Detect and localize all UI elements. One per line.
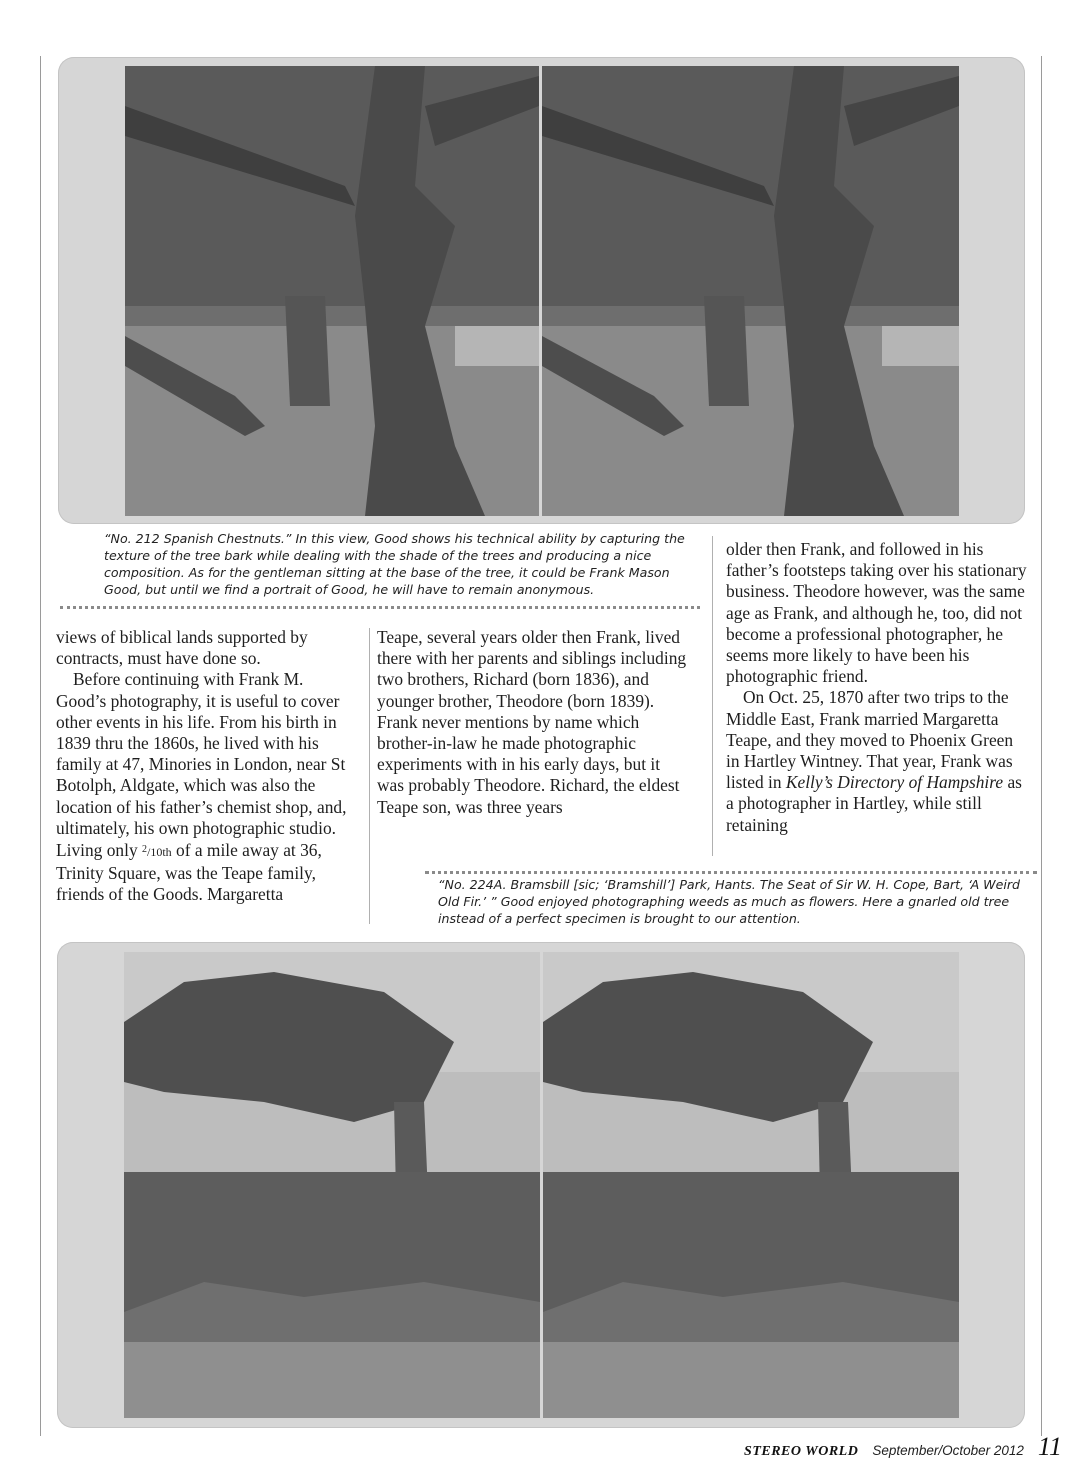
caption-weird-old-fir: “No. 224A. Bramsbill [sic; ‘Bramshill’] Park, Hants. The Seat of Sir W. H. Cope, Bart, ‘A Weird Old Fir.’ ” Good enjoyed photographing weeds as much as flowers. Here a gnarled old tree instead of a perfect specimen is brought to our attention. [438,877,1021,926]
right-margin-rule [1041,56,1042,1436]
caption-divider-dots [60,606,700,609]
text-run: of a mile away at 36, Trinity Square, was the Teape family, friends of the Goods. Margaretta [56,840,322,905]
publication-title: Kelly’s Directory of Hampshire [785,772,1004,793]
left-margin-rule [40,56,41,1436]
stereo-photo-right-chestnut [542,66,959,516]
stereo-photo-left-chestnut [125,66,539,516]
paragraph: older then Frank, and followed in his father’s footsteps taking over his stationary business. Theodore however, was the same age as Frank, and although he, too, did not become a professional photographer, he seems more likely to have been his photographic friend. [726,539,1027,687]
text-run: On Oct. 25, 1870 after two trips to the Middle East, Frank married Margaretta Teape, and they moved to Phoenix Green in Hartley Wintney. That year, Frank was listed in [726,687,1014,793]
stereoview-card-weird-old-fir [57,942,1025,1428]
column-divider-2 [712,536,713,856]
issue-date: September/October 2012 [872,1443,1024,1458]
article-column-2 [377,627,689,818]
page-footer [744,1432,1062,1472]
fraction-denominator: /10th [147,845,172,860]
page-number: 11 [1037,1432,1062,1461]
stereo-photo-left-fir [124,952,540,1418]
article-column-1 [56,627,356,906]
text-run: Before continuing with Frank M. Good’s photography, it is useful to cover other events in his life. From his birth in 1839 thru the 1860s, he lived with his family at 47, Minories in London, near St Botolph, Aldgate, which was also the location of his father’s chemist shop, and, ultimately, his own photographic studio. Living only [56,669,347,861]
paragraph [56,669,356,905]
column-divider-1 [369,628,370,924]
paragraph: Teape, several years older then Frank, lived there with her parents and siblings including two brothers, Richard (born 1836), and younger brother, Theodore (born 1839). Frank never mentions by name which brother-in-law he made photographic experiments with in his early days, but it was probably Theodore. Richard, the eldest Teape son, was three years [377,627,687,817]
text-run: as a photographer in Hartley, while still retaining [726,772,1022,835]
magazine-name: STEREO WORLD [744,1444,859,1459]
fraction-two-tenths [142,845,172,859]
stereoview-card-spanish-chestnuts [58,57,1025,524]
paragraph [726,687,1028,835]
caption-divider-dots [425,871,1037,874]
article-column-3 [726,539,1028,836]
stereo-photo-right-fir [543,952,959,1418]
caption-spanish-chestnuts: “No. 212 Spanish Chestnuts.” In this view, Good shows his technical ability by capturing the texture of the tree bark while dealing with the shade of the trees and producing a nice composition. As for the gentleman sitting at the base of the tree, it could be Frank Mason Good, but until we find a portrait of Good, he will have to remain anonymous. [104,531,685,597]
fraction-numerator: 2 [142,844,147,856]
paragraph: views of biblical lands supported by contracts, must have done so. [56,627,308,669]
